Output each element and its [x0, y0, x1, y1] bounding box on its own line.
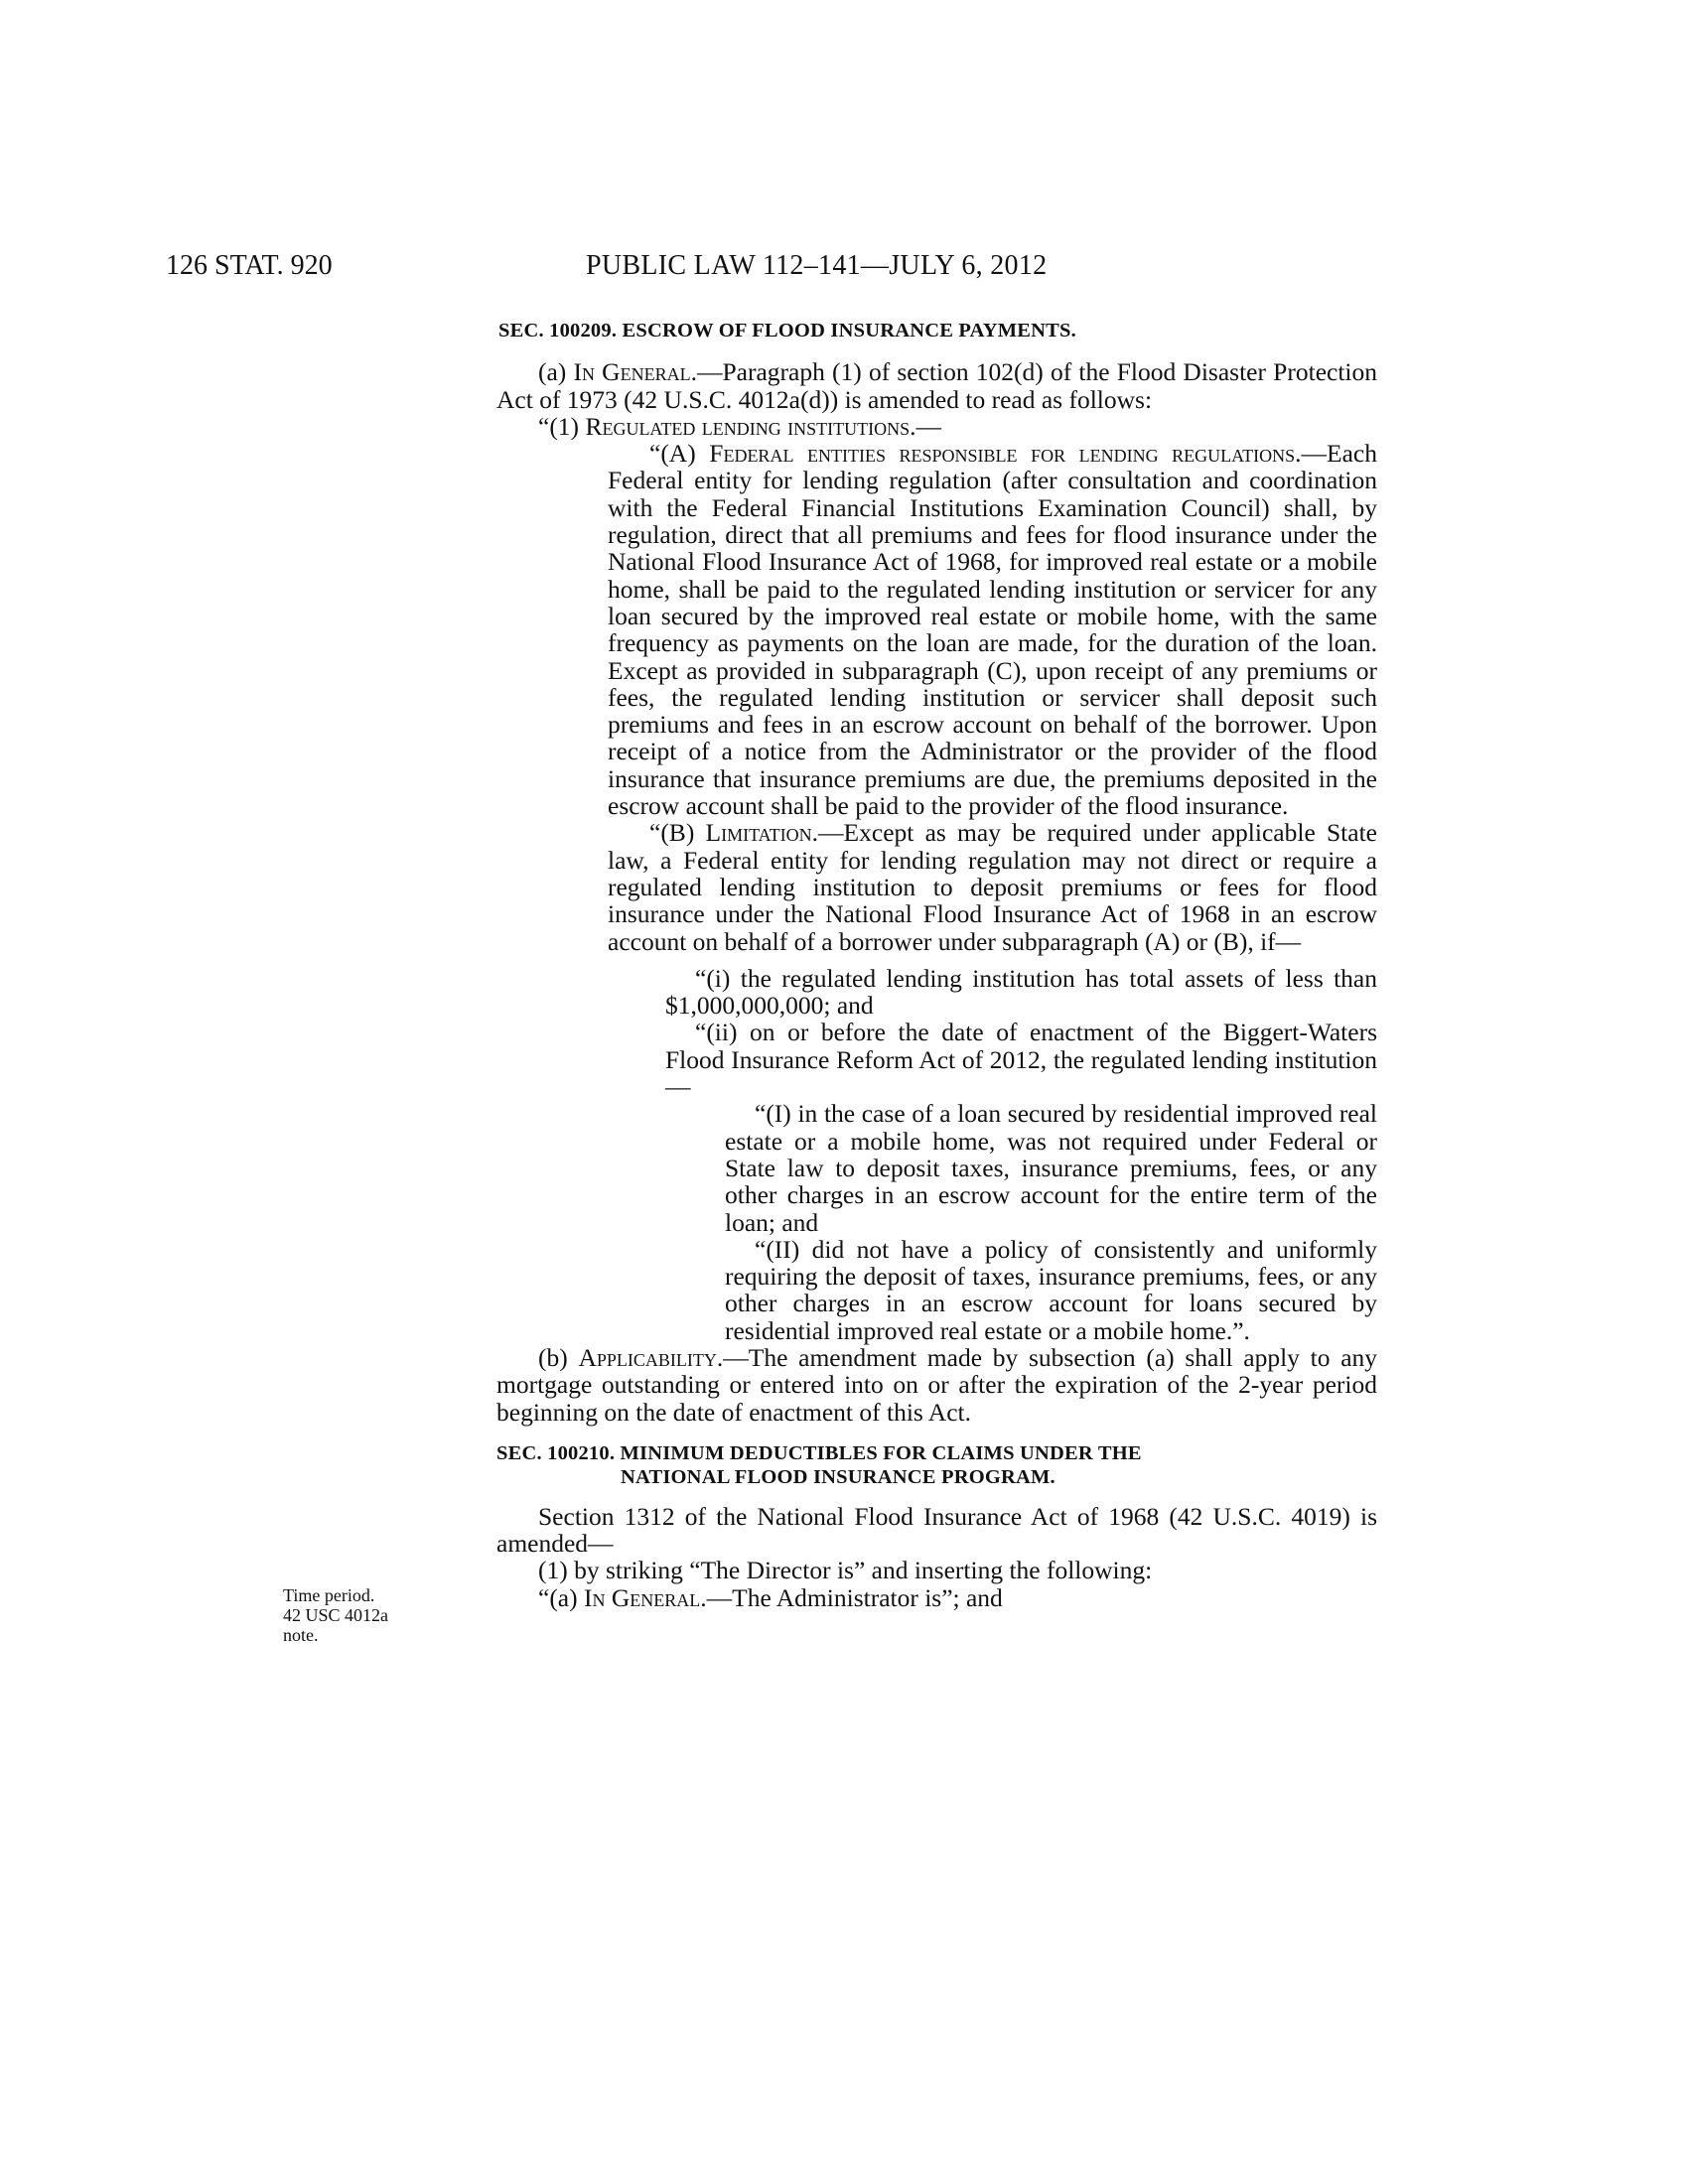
margin-note-line: 42 USC 4012a [283, 1605, 389, 1625]
caption: Applicability [578, 1342, 717, 1372]
margin-note-line: note. [283, 1625, 319, 1645]
caption: In General [584, 1582, 701, 1612]
caption: Limitation [705, 818, 812, 848]
subparagraph-B: “(B) Limitation.—Except as may be required under applicable State law, a Federal entity for lending regulation may not direct or require a regulated lending institution to deposit premiums or fees for flood insurance under the National Flood Insurance Act of 1968 in an escrow account on behalf of a borrower under subparagraph (A) or (B), if— [608, 818, 1377, 956]
section-heading-100209: SEC. 100209. ESCROW OF FLOOD INSURANCE PAYMENTS. [498, 320, 1076, 341]
subclause-II: “(II) did not have a policy of consistently and uniformly requiring the deposit of taxes, insurance premiums, fees, or any other charges in an escrow account for loans secured by residential improved real estate or a mobile home.”. [725, 1234, 1377, 1345]
paragraph-1: “(1) Regulated lending institutions.— [538, 411, 942, 441]
subclause-I: “(I) in the case of a loan secured by residential improved real estate or a mobile home, was not required under Federal or State law to deposit taxes, insurance premiums, fees, or any other charges in an escrow account for the entire term of the loan; and [725, 1099, 1377, 1237]
clause-ii: “(ii) on or before the date of enactment of the Biggert-Waters Flood Insurance Reform Act of 2012, the regulated lending institution— [665, 1018, 1377, 1102]
section-heading-100210: SEC. 100210. MINIMUM DEDUCTIBLES FOR CLAIMS UNDER THE NATIONAL FLOOD INSURANCE PROGRAM. [496, 1441, 1142, 1488]
section-intro: Section 1312 of the National Flood Insurance Act of 1968 (42 U.S.C. 4019) is amended— [496, 1501, 1377, 1559]
subparagraph-A: “(A) Federal entities responsible for lending regulations.—Each Federal entity for lending regulation (after consultation and coordination with the Federal Financial Institutions Examination Council) shall, by regulation, direct that all premiums and fees for flood insurance under the National Flood Insurance Act of 1968, for improved real estate or a mobile home, shall be paid to the regulated lending institution or servicer for any loan secured by the improved real estate or mobile home, with the same frequency as payments on the loan are made, for the duration of the loan. Except as provided in subparagraph (C), upon receipt of any premiums or fees, the regulated lending institution or servicer shall deposit such premiums and fees in an escrow account on behalf of the borrower. Upon receipt of a notice from the Administrator or the provider of the flood insurance that insurance premiums are due, the premiums deposited in the escrow account shall be paid to the provider of the flood insurance. [608, 439, 1377, 821]
item-1: (1) by striking “The Director is” and inserting the following: [538, 1556, 1153, 1585]
margin-note-line: Time period. [283, 1585, 375, 1605]
page-header [0, 250, 1688, 290]
caption: Federal entities responsible for lending regulations [709, 439, 1296, 469]
subsection-a: (a) In General.—Paragraph (1) of section 102(d) of the Flood Disaster Protection Act of 1973 (42 U.S.C. 4012a(d)) is amended to read as follows: [496, 357, 1377, 414]
document-body [496, 318, 1377, 1611]
subsection-b: (b) Applicability.—The amendment made by subsection (a) shall apply to any mortgage outstanding or entered into on or after the expiration of the 2-year period beginning on the date of enactment of this Act. [496, 1342, 1378, 1427]
caption: In General [573, 357, 691, 387]
margin-note [283, 1585, 442, 1645]
caption: Regulated lending institutions [585, 411, 911, 441]
law-title: PUBLIC LAW 112–141—JULY 6, 2012 [586, 250, 1048, 281]
inserted-subsection-a: “(a) In General.—The Administrator is”; and [538, 1582, 1003, 1612]
stat-page-number: 126 STAT. 920 [166, 250, 333, 281]
clause-i: “(i) the regulated lending institution has total assets of less than $1,000,000,000; and [665, 963, 1377, 1021]
